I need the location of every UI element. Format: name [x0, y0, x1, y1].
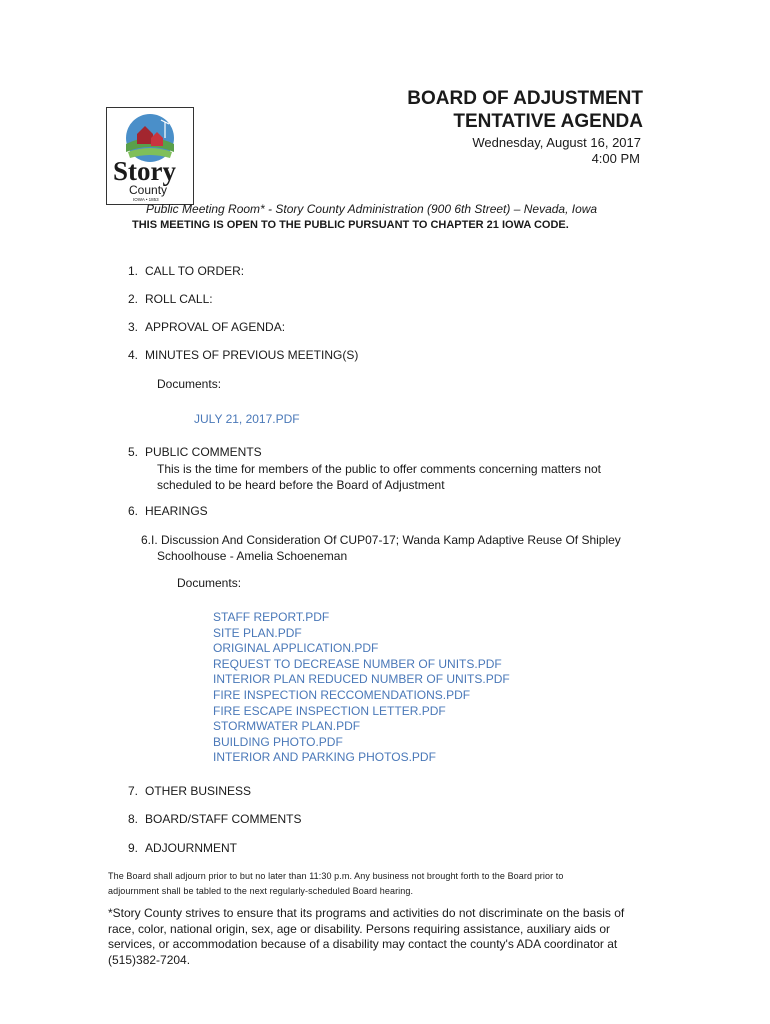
hearing-item: 6.I. Discussion And Consideration Of CUP07-17; Wanda Kamp Adaptive Reuse Of Shipley Schoolhouse - Amelia Schoeneman — [141, 533, 621, 563]
agenda-item-3: 3. APPROVAL OF AGENDA: — [128, 320, 286, 334]
document-link[interactable]: FIRE ESCAPE INSPECTION LETTER.PDF — [213, 703, 446, 718]
agenda-item-8: 8. BOARD/STAFF COMMENTS — [128, 812, 302, 826]
agenda-item-4: 4. MINUTES OF PREVIOUS MEETING(S) — [128, 348, 359, 362]
agenda-item-1: 1. CALL TO ORDER: — [128, 264, 245, 278]
agenda-item-7: 7. OTHER BUSINESS — [128, 784, 252, 798]
document-link[interactable]: STORMWATER PLAN.PDF — [213, 719, 361, 734]
adjournment-footnote: The Board shall adjourn prior to but no later than 11:30 p.m. Any business not brought forth to the Board prior to adjournment shall be tabled to the next regularly-scheduled Board hearing. — [108, 871, 564, 896]
hearing-documents-label: Documents: — [177, 576, 242, 590]
meeting-location: Public Meeting Room* - Story County Administration (900 6th Street) – Nevada, Iowa — [146, 202, 598, 216]
meeting-time: 4:00 PM — [591, 151, 640, 166]
document-link[interactable]: FIRE INSPECTION RECCOMENDATIONS.PDF — [213, 687, 471, 702]
story-county-logo — [106, 107, 194, 205]
document-link[interactable]: BUILDING PHOTO.PDF — [213, 734, 343, 749]
public-notice: THIS MEETING IS OPEN TO THE PUBLIC PURSUANT TO CHAPTER 21 IOWA CODE. — [132, 219, 569, 231]
meeting-date: Wednesday, August 16, 2017 — [472, 135, 641, 150]
document-link[interactable]: INTERIOR PLAN REDUCED NUMBER OF UNITS.PDF — [213, 672, 510, 687]
minutes-documents-label: Documents: — [157, 377, 222, 391]
page-title-line2: TENTATIVE AGENDA — [453, 111, 643, 132]
document-link[interactable]: ORIGINAL APPLICATION.PDF — [213, 641, 379, 656]
agenda-item-9: 9. ADJOURNMENT — [128, 841, 237, 855]
hearing-document-links — [213, 610, 510, 766]
document-link[interactable]: STAFF REPORT.PDF — [213, 610, 330, 624]
document-link[interactable]: REQUEST TO DECREASE NUMBER OF UNITS.PDF — [213, 656, 502, 671]
logo-graphic — [107, 108, 193, 204]
logo-word-story: Story — [113, 156, 176, 186]
agenda-item-6: 6. HEARINGS — [128, 504, 208, 518]
page-title-line1: BOARD OF ADJUSTMENT — [407, 88, 643, 109]
document-link[interactable]: SITE PLAN.PDF — [213, 625, 302, 640]
logo-word-county: County — [129, 183, 168, 197]
logo-tagline: IOWA • 1853 — [133, 197, 159, 202]
agenda-item-5: 5. PUBLIC COMMENTS — [128, 445, 262, 459]
agenda-item-2: 2. ROLL CALL: — [128, 292, 213, 306]
ada-statement: *Story County strives to ensure that its programs and activities do not discriminate on the basis of race, color, national origin, sex, age or disability. Persons requiring assistance, auxiliary aids or services, or accommodation because of a disability may contact the county's ADA coordinator at (515)382-7204. — [108, 906, 625, 967]
public-comments-description: This is the time for members of the public to offer comments concerning matters not scheduled to be heard before the Board of Adjustment — [157, 462, 601, 492]
document-link[interactable]: INTERIOR AND PARKING PHOTOS.PDF — [213, 750, 436, 765]
minutes-document-link[interactable]: JULY 21, 2017.PDF — [194, 412, 300, 426]
